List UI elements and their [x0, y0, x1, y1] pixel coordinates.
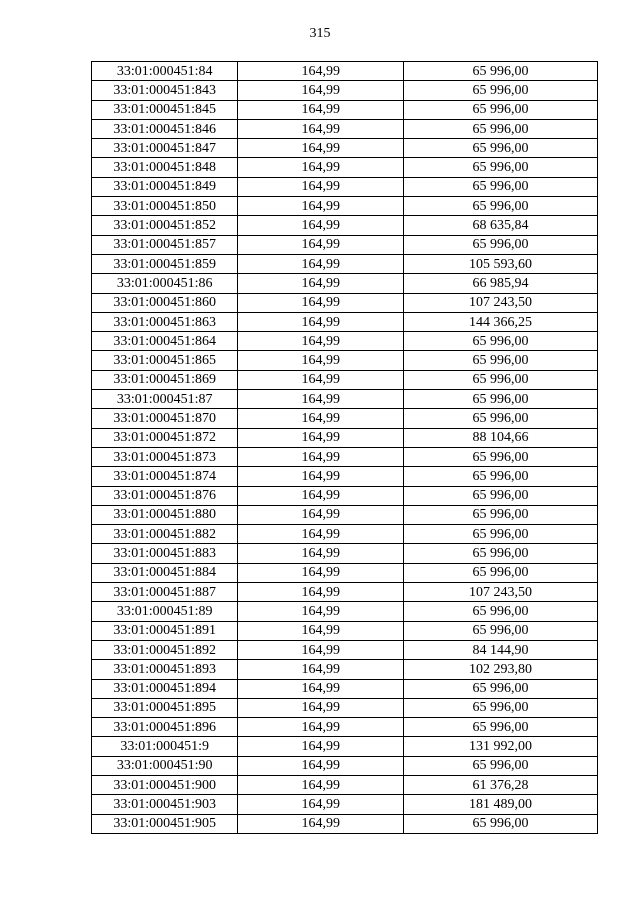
- table-row: [92, 235, 598, 254]
- table-row: [92, 197, 598, 216]
- table-row: [92, 100, 598, 119]
- area-cell: 164,99: [238, 563, 403, 582]
- cadastral-table: [91, 61, 598, 834]
- area-cell: 164,99: [238, 679, 403, 698]
- table-row: [92, 119, 598, 138]
- table-row: [92, 737, 598, 756]
- area-cell: 164,99: [238, 351, 403, 370]
- cadastral-number-cell: 33:01:000451:857: [92, 235, 238, 254]
- cadastral-number-cell: 33:01:000451:895: [92, 698, 238, 717]
- value-cell: 65 996,00: [403, 235, 597, 254]
- value-cell: 88 104,66: [403, 428, 597, 447]
- value-cell: 65 996,00: [403, 486, 597, 505]
- table-row: [92, 312, 598, 331]
- area-cell: 164,99: [238, 100, 403, 119]
- cadastral-number-cell: 33:01:000451:873: [92, 447, 238, 466]
- value-cell: 65 996,00: [403, 621, 597, 640]
- value-cell: 107 243,50: [403, 583, 597, 602]
- cadastral-number-cell: 33:01:000451:864: [92, 332, 238, 351]
- value-cell: 65 996,00: [403, 602, 597, 621]
- area-cell: 164,99: [238, 370, 403, 389]
- table-row: [92, 660, 598, 679]
- page-number: 315: [309, 26, 331, 41]
- cadastral-number-cell: 33:01:000451:870: [92, 409, 238, 428]
- table-row: [92, 332, 598, 351]
- value-cell: 65 996,00: [403, 525, 597, 544]
- cadastral-number-cell: 33:01:000451:884: [92, 563, 238, 582]
- table-row: [92, 139, 598, 158]
- value-cell: 65 996,00: [403, 390, 597, 409]
- cadastral-number-cell: 33:01:000451:882: [92, 525, 238, 544]
- table-row: [92, 775, 598, 794]
- area-cell: 164,99: [238, 467, 403, 486]
- area-cell: 164,99: [238, 737, 403, 756]
- value-cell: 65 996,00: [403, 177, 597, 196]
- table-row: [92, 795, 598, 814]
- cadastral-number-cell: 33:01:000451:894: [92, 679, 238, 698]
- area-cell: 164,99: [238, 197, 403, 216]
- value-cell: 144 366,25: [403, 312, 597, 331]
- cadastral-number-cell: 33:01:000451:89: [92, 602, 238, 621]
- area-cell: 164,99: [238, 621, 403, 640]
- table-row: [92, 158, 598, 177]
- area-cell: 164,99: [238, 293, 403, 312]
- area-cell: 164,99: [238, 698, 403, 717]
- cadastral-number-cell: 33:01:000451:87: [92, 390, 238, 409]
- value-cell: 65 996,00: [403, 718, 597, 737]
- area-cell: 164,99: [238, 814, 403, 833]
- table-row: [92, 756, 598, 775]
- table-row: [92, 293, 598, 312]
- area-cell: 164,99: [238, 274, 403, 293]
- value-cell: 66 985,94: [403, 274, 597, 293]
- cadastral-number-cell: 33:01:000451:859: [92, 254, 238, 273]
- cadastral-number-cell: 33:01:000451:9: [92, 737, 238, 756]
- value-cell: 65 996,00: [403, 158, 597, 177]
- table-row: [92, 814, 598, 833]
- value-cell: 61 376,28: [403, 775, 597, 794]
- area-cell: 164,99: [238, 312, 403, 331]
- area-cell: 164,99: [238, 486, 403, 505]
- table-row: [92, 254, 598, 273]
- table-row: [92, 525, 598, 544]
- area-cell: 164,99: [238, 756, 403, 775]
- cadastral-number-cell: 33:01:000451:905: [92, 814, 238, 833]
- table-row: [92, 505, 598, 524]
- cadastral-number-cell: 33:01:000451:892: [92, 640, 238, 659]
- area-cell: 164,99: [238, 409, 403, 428]
- area-cell: 164,99: [238, 139, 403, 158]
- value-cell: 65 996,00: [403, 563, 597, 582]
- value-cell: 65 996,00: [403, 814, 597, 833]
- table-row: [92, 216, 598, 235]
- value-cell: 65 996,00: [403, 756, 597, 775]
- area-cell: 164,99: [238, 447, 403, 466]
- cadastral-number-cell: 33:01:000451:865: [92, 351, 238, 370]
- cadastral-number-cell: 33:01:000451:850: [92, 197, 238, 216]
- area-cell: 164,99: [238, 428, 403, 447]
- area-cell: 164,99: [238, 795, 403, 814]
- table-row: [92, 718, 598, 737]
- cadastral-number-cell: 33:01:000451:860: [92, 293, 238, 312]
- area-cell: 164,99: [238, 505, 403, 524]
- area-cell: 164,99: [238, 390, 403, 409]
- cadastral-number-cell: 33:01:000451:891: [92, 621, 238, 640]
- cadastral-number-cell: 33:01:000451:84: [92, 62, 238, 81]
- cadastral-number-cell: 33:01:000451:896: [92, 718, 238, 737]
- cadastral-number-cell: 33:01:000451:903: [92, 795, 238, 814]
- value-cell: 68 635,84: [403, 216, 597, 235]
- value-cell: 84 144,90: [403, 640, 597, 659]
- area-cell: 164,99: [238, 525, 403, 544]
- value-cell: 65 996,00: [403, 447, 597, 466]
- area-cell: 164,99: [238, 216, 403, 235]
- cadastral-number-cell: 33:01:000451:874: [92, 467, 238, 486]
- value-cell: 65 996,00: [403, 370, 597, 389]
- value-cell: 65 996,00: [403, 544, 597, 563]
- cadastral-number-cell: 33:01:000451:849: [92, 177, 238, 196]
- cadastral-number-cell: 33:01:000451:847: [92, 139, 238, 158]
- cadastral-number-cell: 33:01:000451:852: [92, 216, 238, 235]
- table-row: [92, 81, 598, 100]
- value-cell: 65 996,00: [403, 679, 597, 698]
- value-cell: 102 293,80: [403, 660, 597, 679]
- table-row: [92, 177, 598, 196]
- area-cell: 164,99: [238, 62, 403, 81]
- cadastral-number-cell: 33:01:000451:869: [92, 370, 238, 389]
- table-row: [92, 467, 598, 486]
- value-cell: 65 996,00: [403, 81, 597, 100]
- table-row: [92, 409, 598, 428]
- table-row: [92, 679, 598, 698]
- table-row: [92, 583, 598, 602]
- area-cell: 164,99: [238, 718, 403, 737]
- table-row: [92, 602, 598, 621]
- area-cell: 164,99: [238, 235, 403, 254]
- cadastral-number-cell: 33:01:000451:863: [92, 312, 238, 331]
- area-cell: 164,99: [238, 640, 403, 659]
- area-cell: 164,99: [238, 583, 403, 602]
- table-row: [92, 698, 598, 717]
- value-cell: 65 996,00: [403, 409, 597, 428]
- cadastral-number-cell: 33:01:000451:900: [92, 775, 238, 794]
- area-cell: 164,99: [238, 775, 403, 794]
- cadastral-number-cell: 33:01:000451:883: [92, 544, 238, 563]
- value-cell: 65 996,00: [403, 100, 597, 119]
- area-cell: 164,99: [238, 177, 403, 196]
- value-cell: 65 996,00: [403, 62, 597, 81]
- cadastral-number-cell: 33:01:000451:848: [92, 158, 238, 177]
- table-row: [92, 447, 598, 466]
- value-cell: 65 996,00: [403, 698, 597, 717]
- table-row: [92, 390, 598, 409]
- table-row: [92, 428, 598, 447]
- cadastral-number-cell: 33:01:000451:872: [92, 428, 238, 447]
- table-row: [92, 62, 598, 81]
- cadastral-number-cell: 33:01:000451:880: [92, 505, 238, 524]
- area-cell: 164,99: [238, 602, 403, 621]
- table-row: [92, 621, 598, 640]
- value-cell: 65 996,00: [403, 197, 597, 216]
- value-cell: 105 593,60: [403, 254, 597, 273]
- cadastral-number-cell: 33:01:000451:86: [92, 274, 238, 293]
- value-cell: 65 996,00: [403, 351, 597, 370]
- table-row: [92, 563, 598, 582]
- value-cell: 65 996,00: [403, 139, 597, 158]
- area-cell: 164,99: [238, 81, 403, 100]
- value-cell: 181 489,00: [403, 795, 597, 814]
- cadastral-number-cell: 33:01:000451:876: [92, 486, 238, 505]
- cadastral-number-cell: 33:01:000451:887: [92, 583, 238, 602]
- table-row: [92, 351, 598, 370]
- area-cell: 164,99: [238, 158, 403, 177]
- value-cell: 131 992,00: [403, 737, 597, 756]
- area-cell: 164,99: [238, 119, 403, 138]
- table-row: [92, 370, 598, 389]
- value-cell: 65 996,00: [403, 332, 597, 351]
- value-cell: 65 996,00: [403, 505, 597, 524]
- table-body: [92, 62, 598, 834]
- cadastral-number-cell: 33:01:000451:893: [92, 660, 238, 679]
- area-cell: 164,99: [238, 544, 403, 563]
- table-row: [92, 274, 598, 293]
- table-row: [92, 544, 598, 563]
- cadastral-number-cell: 33:01:000451:845: [92, 100, 238, 119]
- table-row: [92, 486, 598, 505]
- area-cell: 164,99: [238, 332, 403, 351]
- value-cell: 65 996,00: [403, 119, 597, 138]
- table-row: [92, 640, 598, 659]
- cadastral-number-cell: 33:01:000451:90: [92, 756, 238, 775]
- value-cell: 107 243,50: [403, 293, 597, 312]
- value-cell: 65 996,00: [403, 467, 597, 486]
- area-cell: 164,99: [238, 254, 403, 273]
- cadastral-number-cell: 33:01:000451:843: [92, 81, 238, 100]
- area-cell: 164,99: [238, 660, 403, 679]
- cadastral-number-cell: 33:01:000451:846: [92, 119, 238, 138]
